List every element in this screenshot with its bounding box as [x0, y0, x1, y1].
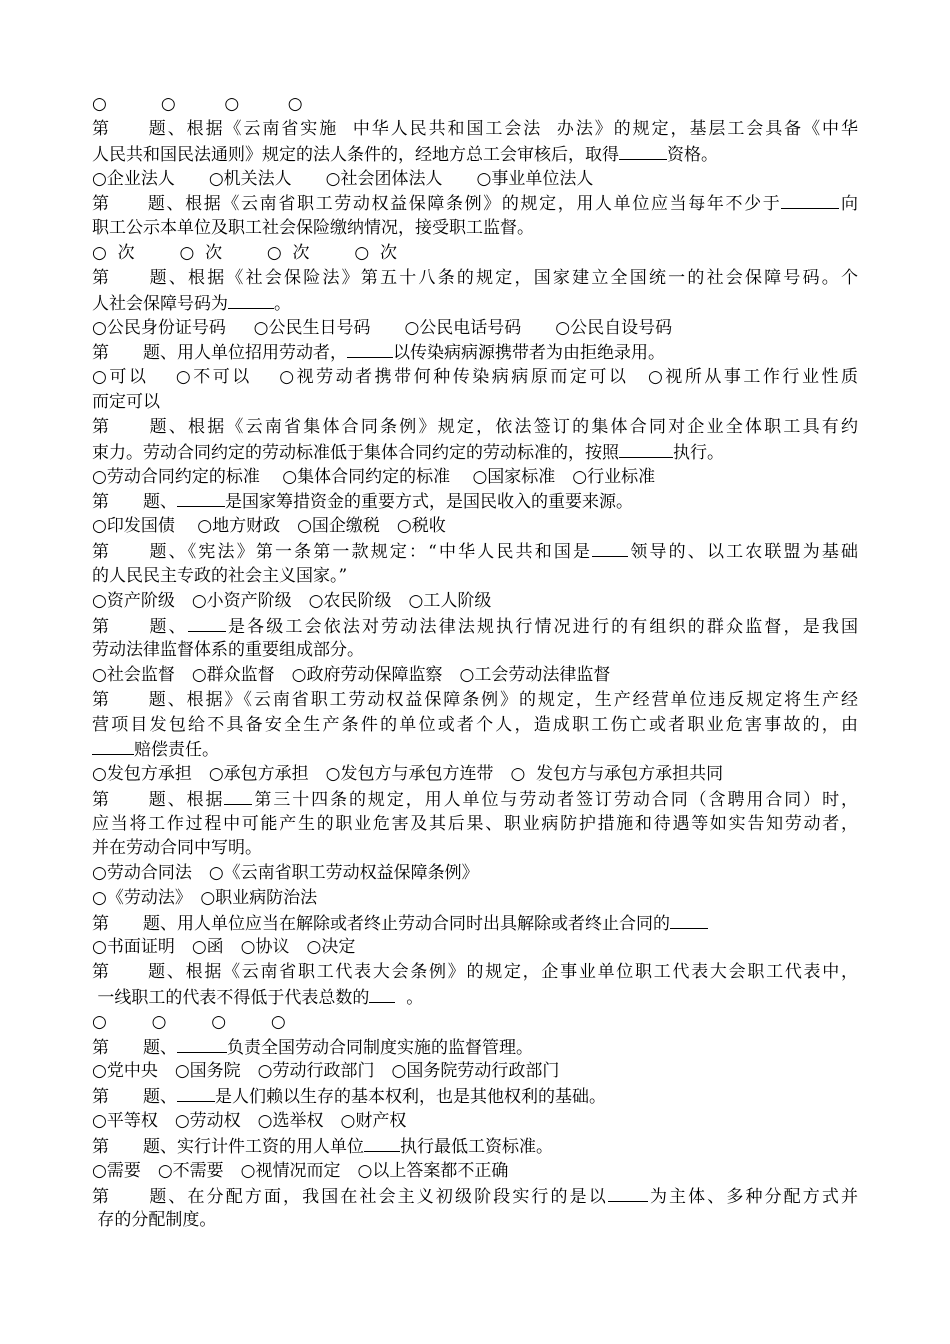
text-line: [92, 911, 708, 935]
line-text: 第 题、实行计件工资的用人单位: [92, 1137, 364, 1157]
text-line: [92, 787, 858, 811]
line-text: 并在劳动合同中写明。: [92, 838, 262, 858]
text-line: [92, 1084, 606, 1108]
line-text: 赔偿责任。: [134, 740, 219, 760]
answer-blank: [92, 737, 134, 755]
line-text: 是各级工会依法对劳动法律法规执行情况进行的有组织的群众监督，是我国: [225, 617, 859, 637]
text-line: [92, 142, 718, 166]
line-text: 负责全国劳动合同制度实施的监督管理。: [227, 1038, 533, 1058]
line-text: 第 题、用人单位招用劳动者，: [92, 343, 347, 363]
line-text: ○ 次 ○ 次 ○ 次 ○ 次: [92, 243, 397, 263]
answer-blank: [177, 489, 225, 507]
line-text: 第 题、根据: [92, 790, 225, 810]
line-text: 为主体、多种分配方式并: [647, 1187, 859, 1207]
line-text: ○劳动合同约定的标准 ○集体合同约定的标准 ○国家标准 ○行业标准: [92, 467, 656, 487]
line-text: 第 题、: [92, 1038, 177, 1058]
answer-blank: [619, 142, 667, 160]
line-text: 第 题、根据《云南省职工代表大会条例》的规定，企事业单位职工代表大会职工代表中，: [92, 962, 858, 982]
line-text: 职工公示本单位及职工社会保险缴纳情况，接受职工监督。: [92, 218, 534, 238]
text-line: [92, 836, 262, 860]
text-line: [92, 861, 479, 885]
text-line: [92, 1035, 533, 1059]
line-text: 的人民民主专政的社会主义国家。”: [92, 566, 348, 586]
text-line: [92, 117, 858, 141]
line-text: ○平等权 ○劳动权 ○选举权 ○财产权: [92, 1111, 407, 1131]
line-text: 领导的、以工农联盟为基础: [628, 542, 858, 562]
line-text: 以传染病病源携带者为由拒绝录用。: [393, 343, 665, 363]
line-text: 人民共和国民法通则》规定的法人条件的，经地方总工会审核后，取得: [92, 145, 619, 165]
line-text: ○党中央 ○国务院 ○劳动行政部门 ○国务院劳动行政部门: [92, 1061, 560, 1081]
line-text: 第 题、: [92, 492, 177, 512]
line-text: ○企业法人 ○机关法人 ○社会团体法人 ○事业单位法人: [92, 169, 594, 189]
line-text: ○ ○ ○ ○: [92, 94, 303, 114]
line-text: ○公民身份证号码 ○公民生日号码 ○公民电话号码 ○公民自设号码: [92, 318, 673, 338]
line-text: ○社会监督 ○群众监督 ○政府劳动保障监察 ○工会劳动法律监督: [92, 665, 611, 685]
line-text: 向: [839, 194, 859, 214]
text-line: [92, 291, 291, 315]
line-text: 劳动法律监督体系的重要组成部分。: [92, 640, 364, 660]
text-line: [92, 539, 858, 563]
line-text: 存的分配制度。: [92, 1210, 217, 1230]
line-text: 执行。: [673, 443, 724, 463]
line-text: 第 题、根据《社会保险法》第五十八条的规定，国家建立全国统一的社会保障号码。个: [92, 268, 858, 288]
line-text: 第 题、《宪法》第一条第一款规定：“中华人民共和国是: [92, 542, 593, 562]
text-line: [92, 886, 317, 910]
line-text: 第 题、根据《云南省集体合同条例》规定，依法签订的集体合同对企业全体职工具有约: [92, 417, 858, 437]
line-text: 第 题、: [92, 617, 188, 637]
line-text: 第 题、: [92, 1087, 177, 1107]
text-line: [92, 514, 446, 538]
answer-blank: [592, 539, 628, 557]
line-text: 一线职工的代表不得低于代表总数的: [92, 988, 370, 1008]
text-line: [92, 465, 655, 489]
line-text: 第 题、在分配方面，我国在社会主义初级阶段实行的是以: [92, 1187, 608, 1207]
text-line: [92, 564, 347, 588]
text-line: [92, 812, 858, 836]
answer-blank: [608, 1184, 648, 1202]
text-line: [92, 688, 858, 712]
line-text: 第 题、根据》《云南省职工劳动权益保障条例》的规定，生产经营单位违反规定将生产经: [92, 690, 858, 710]
line-text: 人社会保障号码为: [92, 294, 228, 314]
text-line: [92, 365, 858, 389]
line-text: 第 题、根据《云南省职工劳动权益保障条例》的规定，用人单位应当每年不少于: [92, 194, 782, 214]
line-text: ○发包方承担 ○承包方承担 ○发包方与承包方连带 ○ 发包方与承包方承担共同: [92, 764, 724, 784]
answer-blank: [369, 985, 395, 1003]
text-line: [92, 1134, 553, 1158]
text-line: [92, 762, 723, 786]
text-line: [92, 167, 593, 191]
line-text: ○《劳动法》 ○职业病防治法: [92, 888, 318, 908]
line-text: 是人们赖以生存的基本权利，也是其他权利的基础。: [215, 1087, 606, 1107]
text-line: [92, 985, 423, 1009]
line-text: 。: [395, 988, 424, 1008]
text-line: [92, 489, 633, 513]
answer-blank: [364, 1134, 400, 1152]
text-line: [92, 1184, 858, 1208]
line-text: ○ ○ ○ ○: [92, 1012, 286, 1032]
text-line: [92, 241, 397, 265]
text-line: [92, 614, 858, 638]
text-line: [92, 737, 219, 761]
text-line: [92, 340, 665, 364]
text-line: [92, 316, 672, 340]
answer-blank: [177, 1035, 227, 1053]
text-line: [92, 216, 534, 240]
text-line: [92, 935, 355, 959]
text-line: [92, 1059, 559, 1083]
line-text: ○资产阶级 ○小资产阶级 ○农民阶级 ○工人阶级: [92, 591, 492, 611]
text-line: [92, 1010, 286, 1034]
answer-blank: [347, 340, 393, 358]
line-text: 第 题、用人单位应当在解除或者终止劳动合同时出具解除或者终止合同的: [92, 914, 670, 934]
text-line: [92, 440, 724, 464]
answer-blank: [781, 191, 839, 209]
text-line: [92, 638, 364, 662]
text-line: [92, 1208, 216, 1232]
text-line: [92, 589, 491, 613]
text-line: [92, 1159, 508, 1183]
answer-blank: [228, 291, 274, 309]
text-line: [92, 390, 160, 414]
line-text: 第 题、根据《云南省实施 中华人民共和国工会法 办法》的规定，基层工会具备《中华: [92, 119, 858, 139]
answer-blank: [188, 614, 226, 632]
line-text: 营项目发包给不具备安全生产条件的单位或者个人，造成职工伤亡或者职业危害事故的，由: [92, 715, 858, 735]
answer-blank: [224, 787, 252, 805]
line-text: ○劳动合同法 ○《云南省职工劳动权益保障条例》: [92, 863, 479, 883]
answer-blank: [619, 440, 673, 458]
line-text: 资格。: [667, 145, 718, 165]
line-text: ○需要 ○不需要 ○视情况而定 ○以上答案都不正确: [92, 1161, 509, 1181]
line-text: ○可以 ○不可以 ○视劳动者携带何种传染病病原而定可以 ○视所从事工作行业性质: [92, 367, 858, 387]
text-line: [92, 663, 610, 687]
line-text: 是国家筹措资金的重要方式，是国民收入的重要来源。: [225, 492, 633, 512]
answer-blank: [177, 1084, 215, 1102]
line-text: 第三十四条的规定，用人单位与劳动者签订劳动合同（含聘用合同）时，: [252, 790, 859, 810]
text-line: [92, 266, 858, 290]
answer-blank: [670, 911, 708, 929]
line-text: 束力。劳动合同约定的劳动标准低于集体合同约定的劳动标准的，按照: [92, 443, 619, 463]
line-text: 而定可以: [92, 392, 160, 412]
text-line: [92, 1109, 406, 1133]
line-text: 执行最低工资标准。: [400, 1137, 553, 1157]
line-text: 应当将工作过程中可能产生的职业危害及其后果、职业病防护措施和待遇等如实告知劳动者，: [92, 814, 858, 834]
text-line: [92, 960, 858, 984]
text-line: [92, 713, 858, 737]
text-line: [92, 415, 858, 439]
line-text: 。: [274, 294, 291, 314]
text-line: [92, 92, 303, 116]
text-line: [92, 191, 858, 215]
line-text: ○印发国债 ○地方财政 ○国企缴税 ○税收: [92, 516, 446, 536]
line-text: ○书面证明 ○函 ○协议 ○决定: [92, 937, 356, 957]
